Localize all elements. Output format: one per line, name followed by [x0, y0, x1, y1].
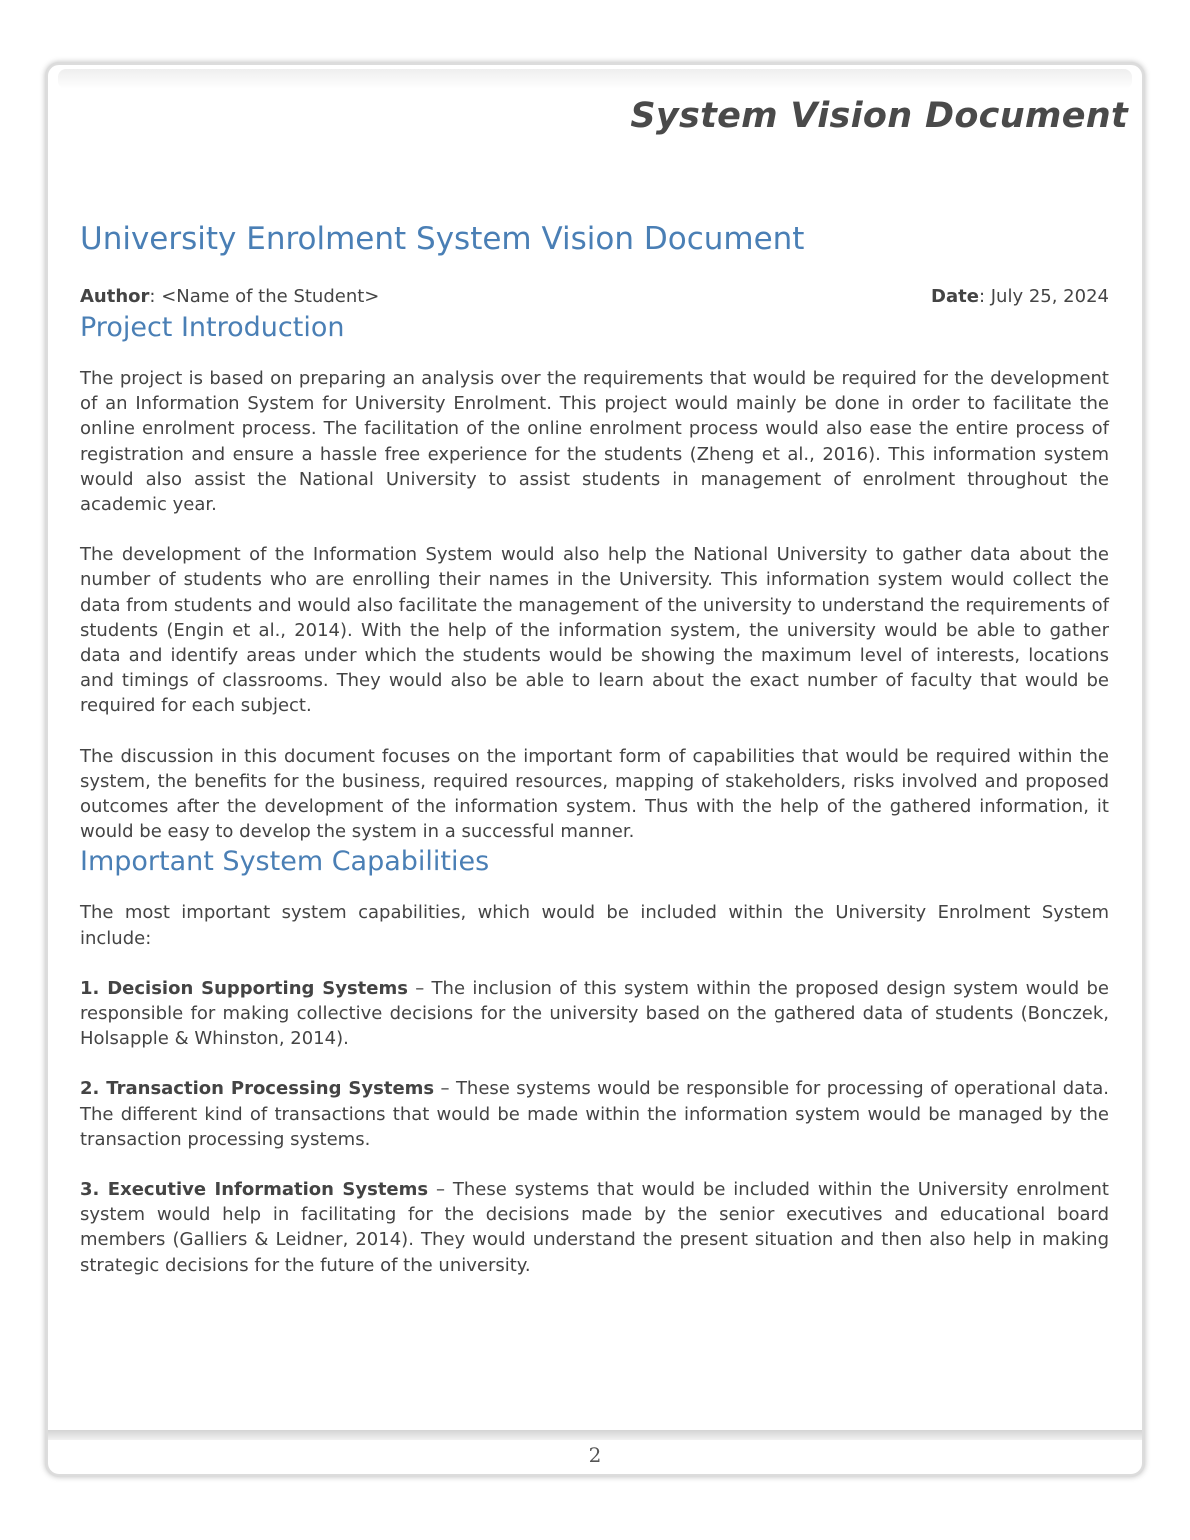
- paragraph: The discussion in this document focuses on the important form of capabilities that would be required within the system, the benefits for the business, required resources, mapping of stakeholders, risks involved and proposed outcomes after the development of the information system. Thus with the help of the gathered information, it would be easy to develop the system in a successful manner.: [80, 745, 1109, 843]
- section-heading-capabilities: Important System Capabilities: [80, 846, 490, 878]
- header-band: [58, 69, 1132, 89]
- capability-item: [80, 976, 1109, 1052]
- date-line: [931, 284, 1109, 310]
- capability-label: 2. Transaction Processing Systems: [80, 1078, 435, 1100]
- footer-band: [48, 1430, 1142, 1440]
- paragraph: The development of the Information System would also help the National University to gather data about the number of students who are enrolling their names in the University. This information system would collect the data from students and would also facilitate the management of the university to understand the requirements of students (Engin et al., 2014). With the help of the information system, the university would be able to gather data and identify areas under which the students would be showing the maximum level of interests, locations and timings of classrooms. They would also be able to learn about the exact number of faculty that would be required for each subject.: [80, 544, 1109, 717]
- capability-label: 1. Decision Supporting Systems: [80, 977, 408, 999]
- section-heading-intro: Project Introduction: [80, 312, 345, 343]
- author-label: Author: [80, 286, 150, 307]
- capability-text: – These systems would be responsible for processing of operational data. The different kind of transactions that would be made within the information system would be managed by the transaction processing systems.: [80, 1078, 1110, 1150]
- document-body: [80, 218, 1109, 1278]
- author-line: [80, 284, 379, 310]
- date-label: Date: [931, 286, 979, 307]
- capability-text: – The inclusion of this system within the proposed design system would be responsible for making collective decisions for the university based on the gathered data of students (Bonczek, Holsapple & Whinston, 2014).: [80, 977, 1109, 1050]
- page-number: 2: [588, 1443, 602, 1467]
- paragraph: The most important system capabilities, which would be included within the University Enrolment System include:: [80, 902, 1109, 949]
- capability-item: [80, 1177, 1109, 1278]
- author-value: : <Name of the Student>: [149, 286, 380, 307]
- meta-row: [80, 284, 1109, 310]
- capability-item: [80, 1076, 1109, 1152]
- capability-label: 3. Executive Information Systems: [80, 1179, 429, 1201]
- date-value: : July 25, 2024: [978, 286, 1109, 307]
- document-title: University Enrolment System Vision Document: [80, 221, 805, 257]
- running-header: System Vision Document: [630, 96, 1128, 136]
- capability-text: – These systems that would be included within the University enrolment system would help in facilitating for the decisions made by the senior executives and educational board members (Galliers & Leidner, 2014). They would understand the present situation and then also help in making strategic decisions for the future of the university.: [80, 1179, 1109, 1276]
- paragraph: The project is based on preparing an analysis over the requirements that would be required for the development of an Information System for University Enrolment. This project would mainly be done in order to facilitate the online enrolment process. The facilitation of the online enrolment process would also ease the entire process of registration and ensure a hassle free experience for the students (Zheng et al., 2016). This information system would also assist the National University to assist students in management of enrolment throughout the academic year.: [80, 368, 1109, 516]
